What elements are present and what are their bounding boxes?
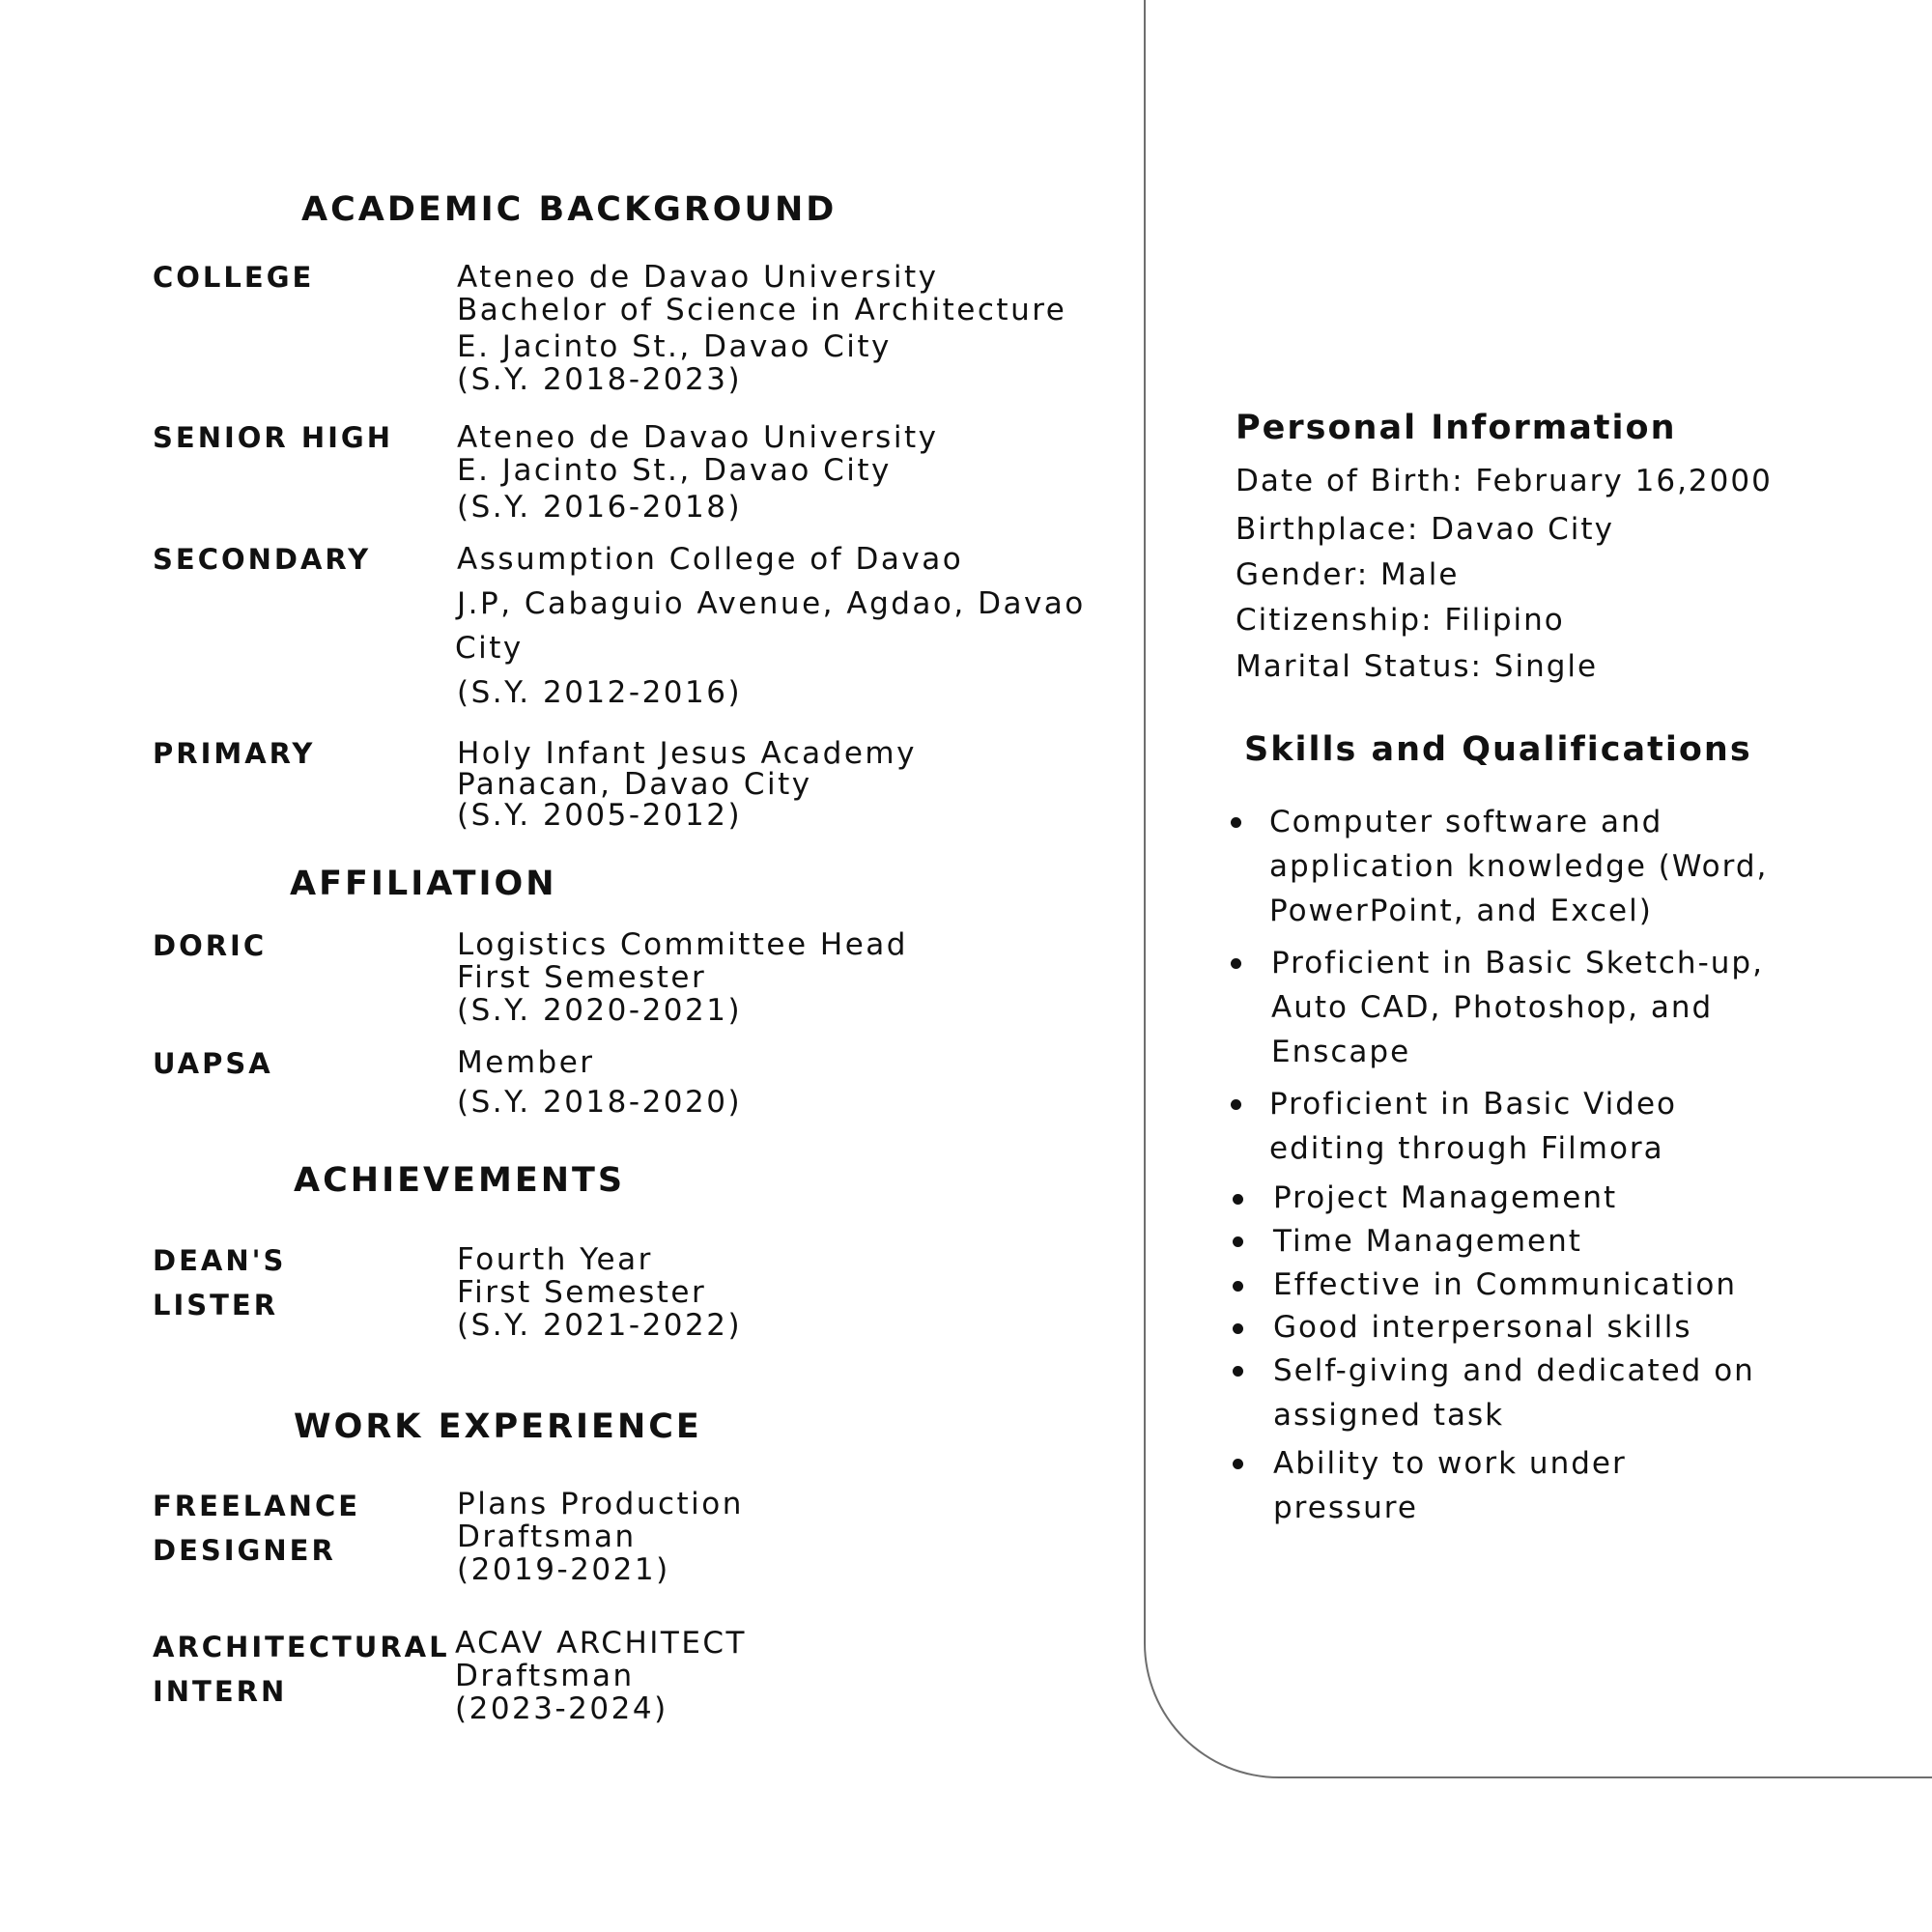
doric-years: (S.Y. 2020-2021) [457, 993, 743, 1028]
personal-information-heading: Personal Information [1236, 409, 1677, 447]
secondary-address-cont: City [455, 631, 524, 666]
affiliation-heading: AFFILIATION [290, 865, 557, 903]
date-of-birth: Date of Birth: February 16,2000 [1236, 464, 1773, 498]
bullet-icon [1231, 958, 1241, 969]
skill-item: Computer software and application knowledge (Word, PowerPoint, and Excel) [1225, 800, 1796, 933]
deans-lister-entry [457, 1243, 742, 1342]
doric-term: First Semester [457, 960, 707, 995]
intern-title: Draftsman [455, 1659, 635, 1693]
primary-years: (S.Y. 2005-2012) [457, 798, 743, 833]
bullet-icon [1231, 817, 1241, 828]
college-years: (S.Y. 2018-2023) [457, 362, 743, 397]
deans-lister-label-line1: DEAN'S [153, 1244, 287, 1277]
bullet-icon [1231, 1099, 1241, 1110]
deans-lister-years: (S.Y. 2021-2022) [457, 1308, 743, 1343]
skill-item: Good interpersonal skills [1225, 1306, 1804, 1349]
uapsa-role: Member [457, 1045, 595, 1080]
primary-address: Panacan, Davao City [457, 767, 812, 802]
secondary-years: (S.Y. 2012-2016) [457, 675, 743, 710]
academic-background-heading: ACADEMIC BACKGROUND [301, 190, 838, 229]
deans-lister-label-line2: LISTER [153, 1289, 279, 1321]
intern-entry [455, 1627, 747, 1725]
secondary-label: SECONDARY [153, 543, 372, 576]
secondary-entry [457, 537, 1086, 715]
college-school: Ateneo de Davao University [457, 260, 939, 295]
freelance-title: Draftsman [457, 1520, 637, 1554]
senior-high-address: E. Jacinto St., Davao City [457, 453, 892, 488]
uapsa-entry [457, 1043, 742, 1122]
uapsa-label: UAPSA [153, 1047, 273, 1080]
work-experience-heading: WORK EXPERIENCE [294, 1407, 702, 1446]
freelance-entry [457, 1488, 744, 1586]
bullet-icon [1233, 1459, 1243, 1469]
senior-high-years: (S.Y. 2016-2018) [457, 490, 743, 525]
freelance-label [153, 1484, 360, 1573]
senior-high-school: Ateneo de Davao University [457, 420, 939, 455]
gender: Gender: Male [1236, 557, 1460, 592]
bullet-icon [1233, 1236, 1243, 1247]
marital-status: Marital Status: Single [1236, 649, 1599, 684]
skill-item: Project Management [1225, 1177, 1804, 1219]
bullet-icon [1233, 1323, 1243, 1334]
doric-label: DORIC [153, 929, 268, 962]
secondary-school: Assumption College of Davao [457, 542, 964, 577]
deans-lister-term: First Semester [457, 1275, 707, 1310]
senior-high-label: SENIOR HIGH [153, 421, 393, 454]
college-label: COLLEGE [153, 261, 315, 294]
college-degree: Bachelor of Science in Architecture [457, 293, 1067, 327]
doric-entry [457, 928, 908, 1027]
skill-item: Ability to work under pressure [1225, 1441, 1679, 1530]
birthplace: Birthplace: Davao City [1236, 512, 1614, 547]
senior-high-entry [457, 421, 938, 524]
uapsa-years: (S.Y. 2018-2020) [457, 1085, 743, 1120]
skill-item: Effective in Communication [1225, 1264, 1804, 1306]
skill-item: Proficient in Basic Sketch-up, Auto CAD, Photoshop, and Enscape [1225, 941, 1798, 1074]
skill-item: Proficient in Basic Video editing through Filmora [1225, 1082, 1733, 1171]
personal-information-list [1236, 458, 1773, 690]
intern-company: ACAV ARCHITECT [455, 1626, 747, 1661]
skill-item: Self-giving and dedicated on assigned task [1225, 1349, 1776, 1437]
primary-school: Holy Infant Jesus Academy [457, 736, 917, 771]
skills-list [1225, 800, 1804, 1536]
deans-lister-label [153, 1238, 286, 1327]
freelance-years: (2019-2021) [457, 1552, 670, 1587]
secondary-address: J.P, Cabaguio Avenue, Agdao, Davao [457, 586, 1086, 621]
intern-label [153, 1625, 450, 1714]
intern-years: (2023-2024) [455, 1691, 668, 1726]
deans-lister-year: Fourth Year [457, 1242, 653, 1277]
freelance-label-line1: FREELANCE [153, 1490, 361, 1522]
college-address: E. Jacinto St., Davao City [457, 329, 892, 364]
bullet-icon [1233, 1281, 1243, 1292]
intern-label-line2: INTERN [153, 1675, 288, 1708]
doric-role: Logistics Committee Head [457, 927, 908, 962]
college-entry [457, 261, 1066, 396]
achievements-heading: ACHIEVEMENTS [294, 1161, 626, 1200]
bullet-icon [1233, 1366, 1243, 1377]
primary-entry [457, 737, 917, 832]
skill-item: Time Management [1225, 1219, 1804, 1264]
freelance-role: Plans Production [457, 1487, 744, 1521]
freelance-label-line2: DESIGNER [153, 1534, 336, 1567]
intern-label-line1: ARCHITECTURAL [153, 1631, 450, 1663]
primary-label: PRIMARY [153, 737, 316, 770]
citizenship: Citizenship: Filipino [1236, 603, 1565, 638]
skills-heading: Skills and Qualifications [1244, 730, 1752, 769]
bullet-icon [1233, 1194, 1243, 1205]
